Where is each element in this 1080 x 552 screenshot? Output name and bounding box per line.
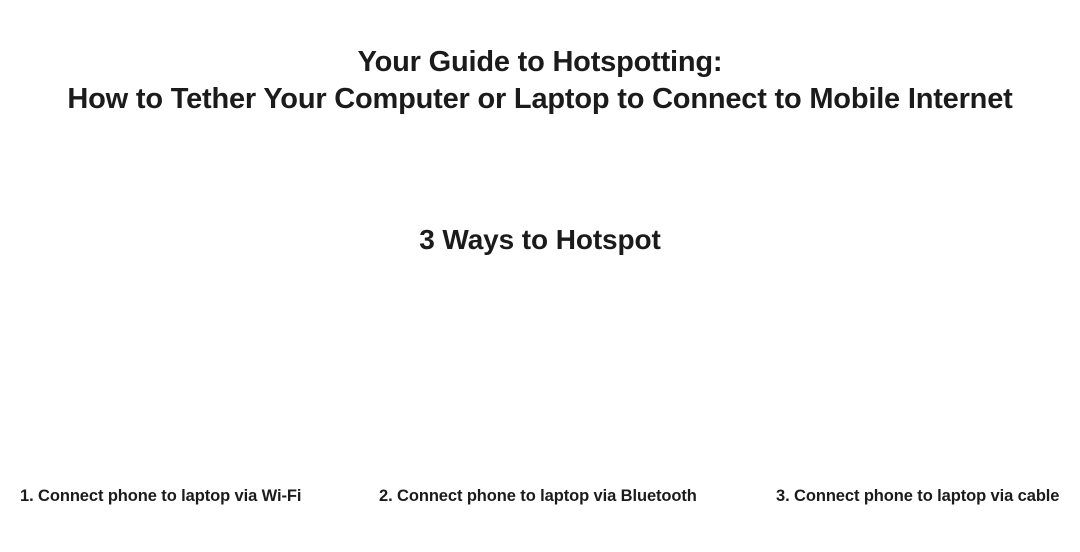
title-line-1: Your Guide to Hotspotting:	[357, 46, 723, 78]
caption-item-1: 1. Connect phone to laptop via Wi-Fi	[20, 487, 302, 505]
caption-item-3: 3. Connect phone to laptop via cable	[776, 487, 1060, 505]
caption-item-2: 2. Connect phone to laptop via Bluetooth	[379, 487, 697, 505]
section-subtitle: 3 Ways to Hotspot	[419, 224, 661, 255]
caption-row	[0, 487, 1080, 515]
page-title	[0, 44, 1080, 118]
title-line-2: How to Tether Your Computer or Laptop to Connect to Mobile Internet	[67, 83, 1013, 116]
